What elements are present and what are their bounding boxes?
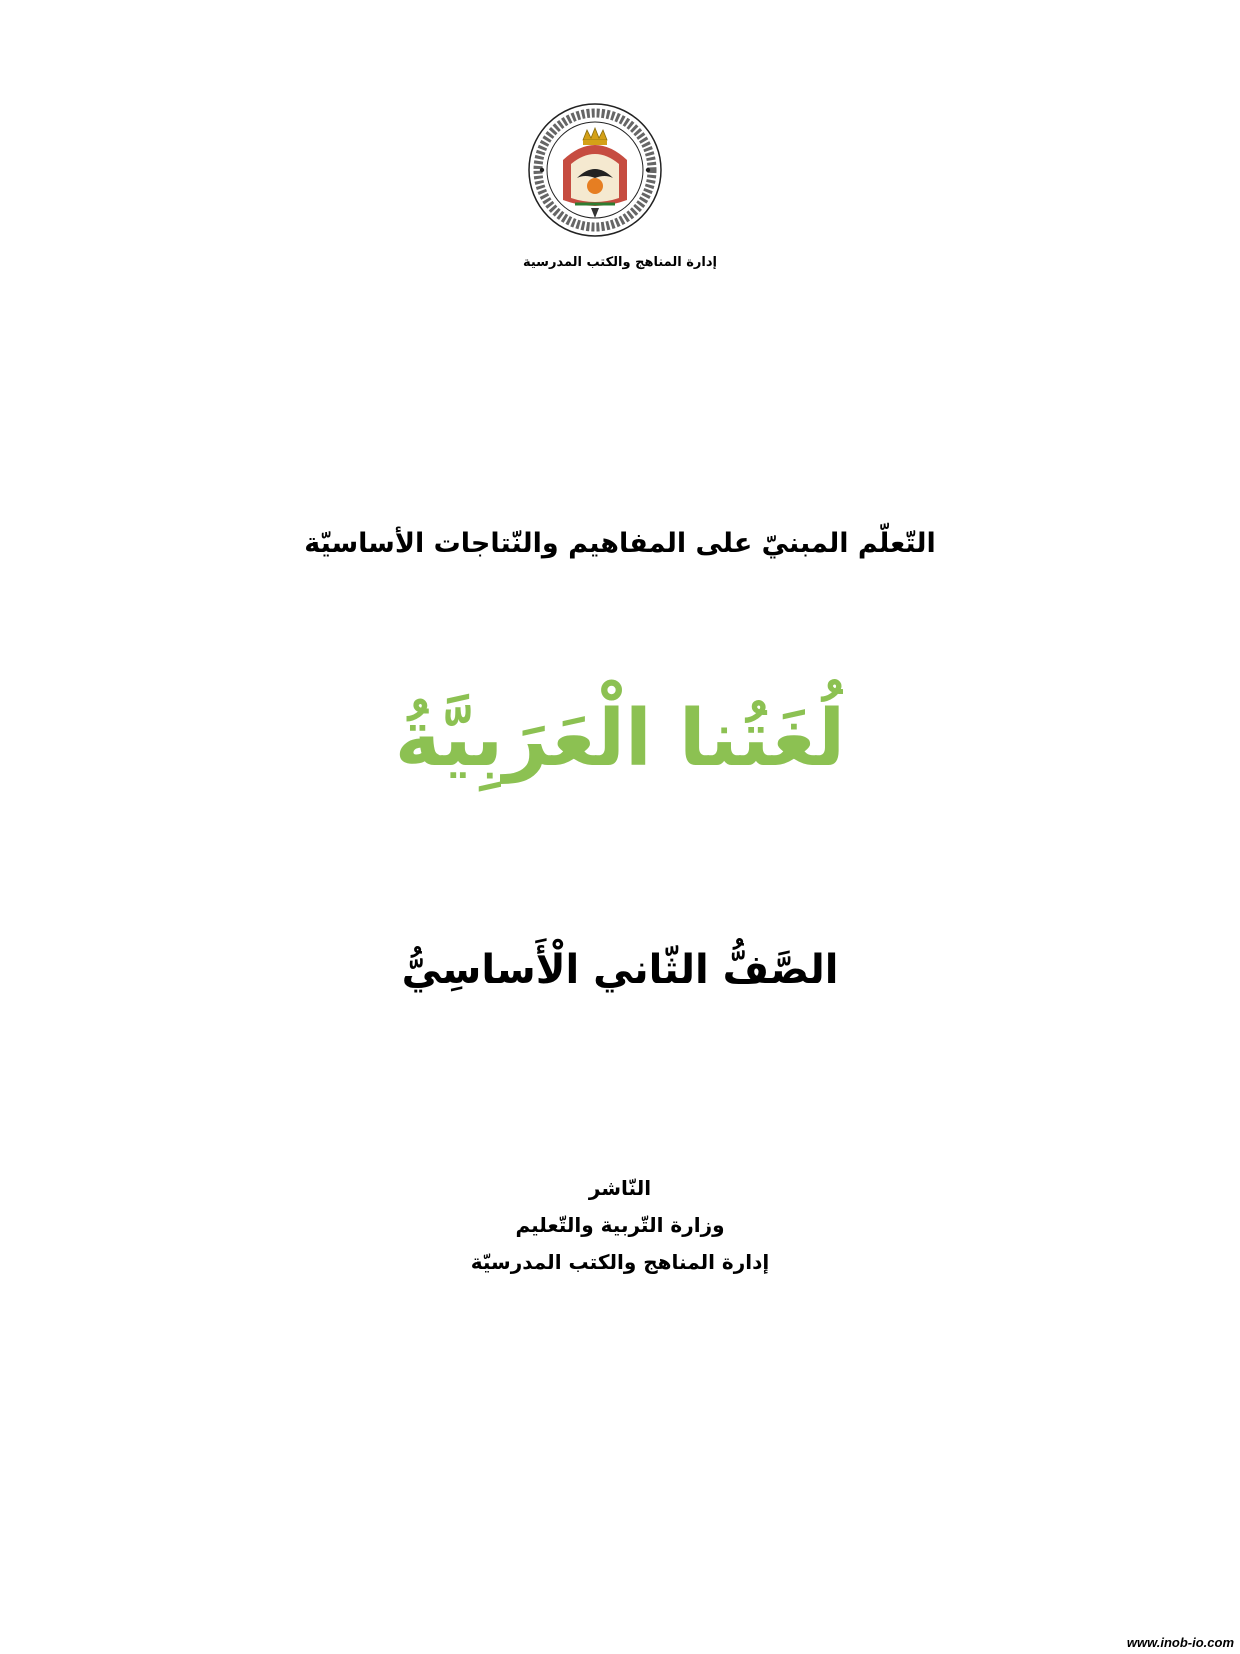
cover-subtitle: التّعلّم المبنيّ على المفاهيم والنّتاجات الأساسيّة xyxy=(304,528,936,559)
site-watermark: www.inob-io.com xyxy=(1126,1635,1234,1650)
header-department-label: إدارة المناهج والكتب المدرسية xyxy=(522,255,717,270)
grade-label: الصَّفُّ الثّاني الْأَساسِيُّ xyxy=(401,947,839,993)
cover-title: لُغَتُنا الْعَرَبِيَّةُ xyxy=(394,694,846,784)
publisher-block xyxy=(0,1170,1240,1281)
publisher-ministry: وزارة التّربية والتّعليم xyxy=(515,1213,725,1237)
jordan-ministry-emblem-icon xyxy=(525,100,665,240)
publisher-department: إدارة المناهج والكتب المدرسيّة xyxy=(470,1250,770,1274)
publisher-label: النّاشر xyxy=(588,1176,652,1200)
